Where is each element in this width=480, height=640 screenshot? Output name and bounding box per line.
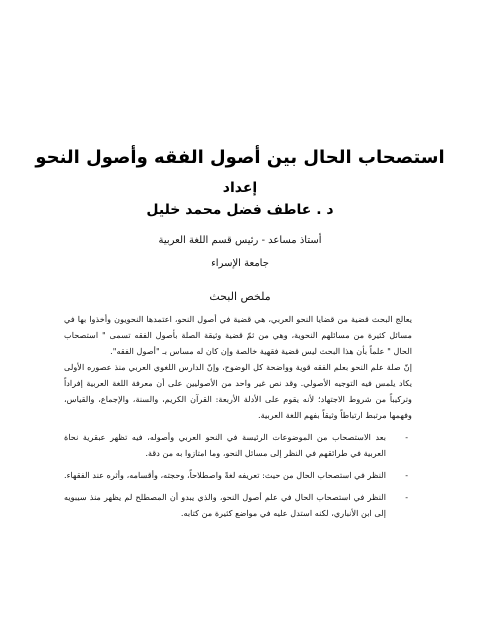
bullet-item xyxy=(64,467,412,483)
abstract-heading: ملخص البحث xyxy=(209,290,271,303)
paper-title: استصحاب الحال بين أصول الفقه وأصول النحو xyxy=(35,147,445,168)
bullet-item xyxy=(64,429,412,461)
bullet-text: النظر في استصحاب الحال في علم أصول النحو، والذي يبدو أن المصطلح لم يظهر منذ سيبويه إلى ابن الأنباري، لكنه استدل عليه في مواضع كثيرة من كتابه. xyxy=(64,492,386,518)
author-name: د . عاطف فضل محمد خليل xyxy=(146,202,334,218)
bullet-marker: - xyxy=(405,470,408,480)
bullet-item xyxy=(64,489,412,521)
bullet-text: بعد الاستصحاب من الموضوعات الرئيسة في النحو العربي وأصوله، فيه تظهر عبقرية نحاة العربية في طرائقهم في النظر إلى مسائل النحو، وما امتازوا به من دقة. xyxy=(64,432,386,458)
abstract-paragraph-2: إنّ صلة علم النحو بعلم الفقه قوية وواضحة كل الوضوح، وإنّ الدارس اللغوي العربي منذ عصوره الأولى يكاد يلمس فيه التوجيه الأصولي. وقد نص غير واحد من الأصوليين على أن معرفة اللغة العربية إفراداً وتركيباً من شروط الاجتهاد؛ لأنه يقوم على الأدلة الأربعة: القرآن الكريم، والسنة، والإجماع، والقياس، وفهمها مرتبط ارتباطاً وثيقاً بفهم اللغة العربية. xyxy=(64,362,412,420)
prepared-by-label: إعداد xyxy=(222,180,258,196)
abstract-paragraph-1: يعالج البحث قضية من قضايا النحو العربي، هي قضية في أصول النحو، اعتمدها النحويون وأخذوا بها في مسائل كثيرة من مسائلهم النحوية، وهي من ثمّ قضية وثيقة الصلة بأصول الفقه تسمى " استصحاب الحال " علماً بأن هذا البحث ليس قضية فقهية خالصة وإن كان له مساس بـ "أصول الفقه". xyxy=(64,314,412,356)
abstract-bullet-list xyxy=(64,429,412,521)
abstract-body xyxy=(64,311,412,521)
bullet-marker: - xyxy=(405,432,408,442)
bullet-text: النظر في استصحاب الحال من حيث: تعريفه لغةً واصطلاحاً، وحجته، وأقسامه، وأثره عند الفقهاء. xyxy=(64,470,386,480)
author-position: أستاذ مساعد - رئيس قسم اللغة العربية xyxy=(158,235,322,246)
bullet-marker: - xyxy=(405,492,408,502)
author-university: جامعة الإسراء xyxy=(211,258,269,269)
